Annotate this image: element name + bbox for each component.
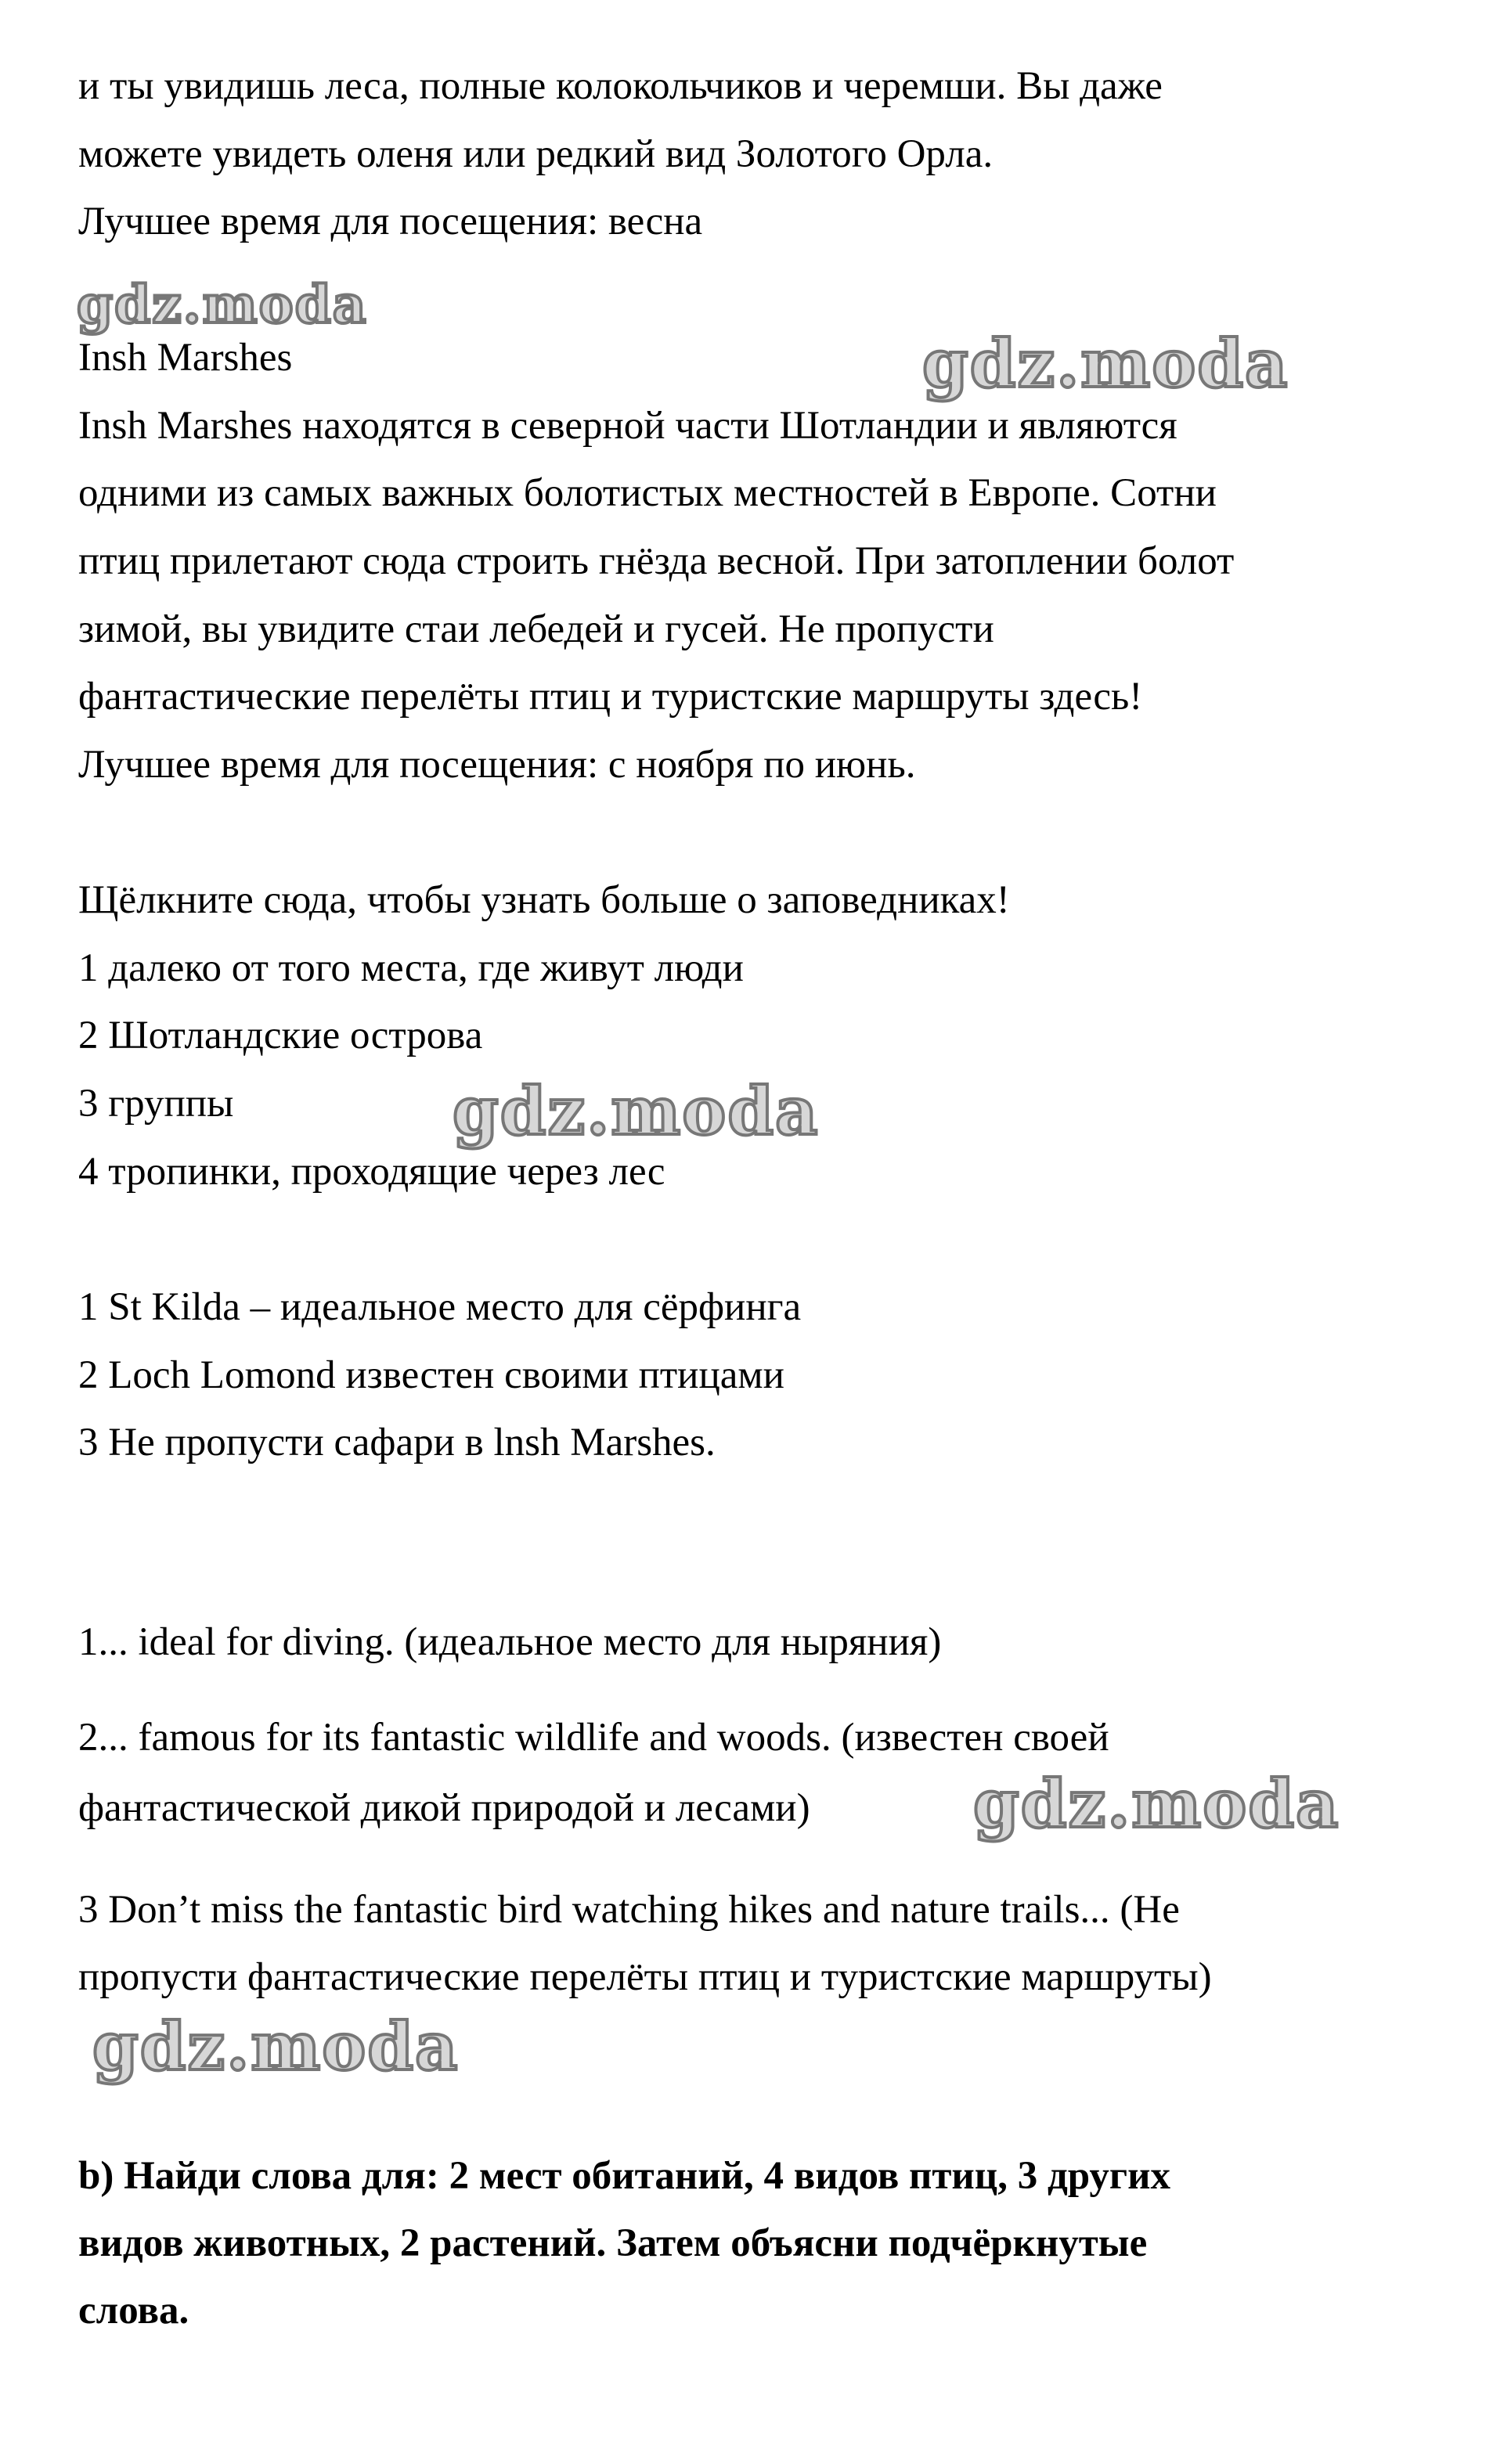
list-item: 3 Don’t miss the fantastic bird watching hikes and nature trails... (Не [78, 1888, 1180, 1932]
section-title: Insh Marshes [78, 336, 293, 380]
list-item: 4 тропинки, проходящие через лес [78, 1150, 665, 1194]
list-item: 1 St Kilda – идеальное место для сёрфинга [78, 1285, 802, 1329]
task-heading: видов животных, 2 растений. Затем объясни подчёркнутые [78, 2221, 1148, 2265]
text-line: Лучшее время для посещения: с ноября по июнь. [78, 743, 916, 787]
text-line: фантастические перелёты птиц и туристские маршруты здесь! [78, 675, 1143, 719]
text-line: Insh Marshes находятся в северной части Шотландии и являются [78, 404, 1177, 448]
list-item: 2 Шотландские острова [78, 1014, 483, 1057]
task-heading: слова. [78, 2289, 189, 2333]
text-line: фантастической дикой природой и лесами) [78, 1786, 810, 1830]
list-item: 3 группы [78, 1082, 234, 1126]
list-item: 1... ideal for diving. (идеальное место для ныряния) [78, 1620, 942, 1664]
list-item: 2... famous for its fantastic wildlife and woods. (известен своей [78, 1716, 1109, 1760]
watermark: gdz.moda [453, 1072, 820, 1150]
text-line: птиц прилетают сюда строить гнёзда весной. При затоплении болот [78, 539, 1235, 583]
task-heading: b) Найди слова для: 2 мест обитаний, 4 видов птиц, 3 других [78, 2154, 1170, 2198]
text-line: зимой, вы увидите стаи лебедей и гусей. Не пропусти [78, 607, 994, 651]
text-line: можете увидеть оленя или редкий вид Золотого Орла. [78, 132, 994, 176]
list-item: 1 далеко от того места, где живут люди [78, 946, 744, 990]
watermark: gdz.moda [77, 274, 368, 335]
watermark: gdz.moda [92, 2008, 460, 2085]
watermark: gdz.moda [922, 325, 1289, 402]
text-line: и ты увидишь леса, полные колокольчиков и черемши. Вы даже [78, 64, 1163, 108]
text-line: одними из самых важных болотистых местностей в Европе. Сотни [78, 471, 1217, 515]
list-item: 2 Loch Lomond известен своими птицами [78, 1353, 784, 1397]
text-line: пропусти фантастические перелёты птиц и туристские маршруты) [78, 1955, 1212, 1999]
list-item: 3 Не пропусти сафари в lnsh Marshes. [78, 1421, 716, 1464]
text-line: Лучшее время для посещения: весна [78, 200, 703, 243]
watermark: gdz.moda [973, 1765, 1340, 1843]
text-line: Щёлкните сюда, чтобы узнать больше о заповедниках! [78, 878, 1010, 922]
